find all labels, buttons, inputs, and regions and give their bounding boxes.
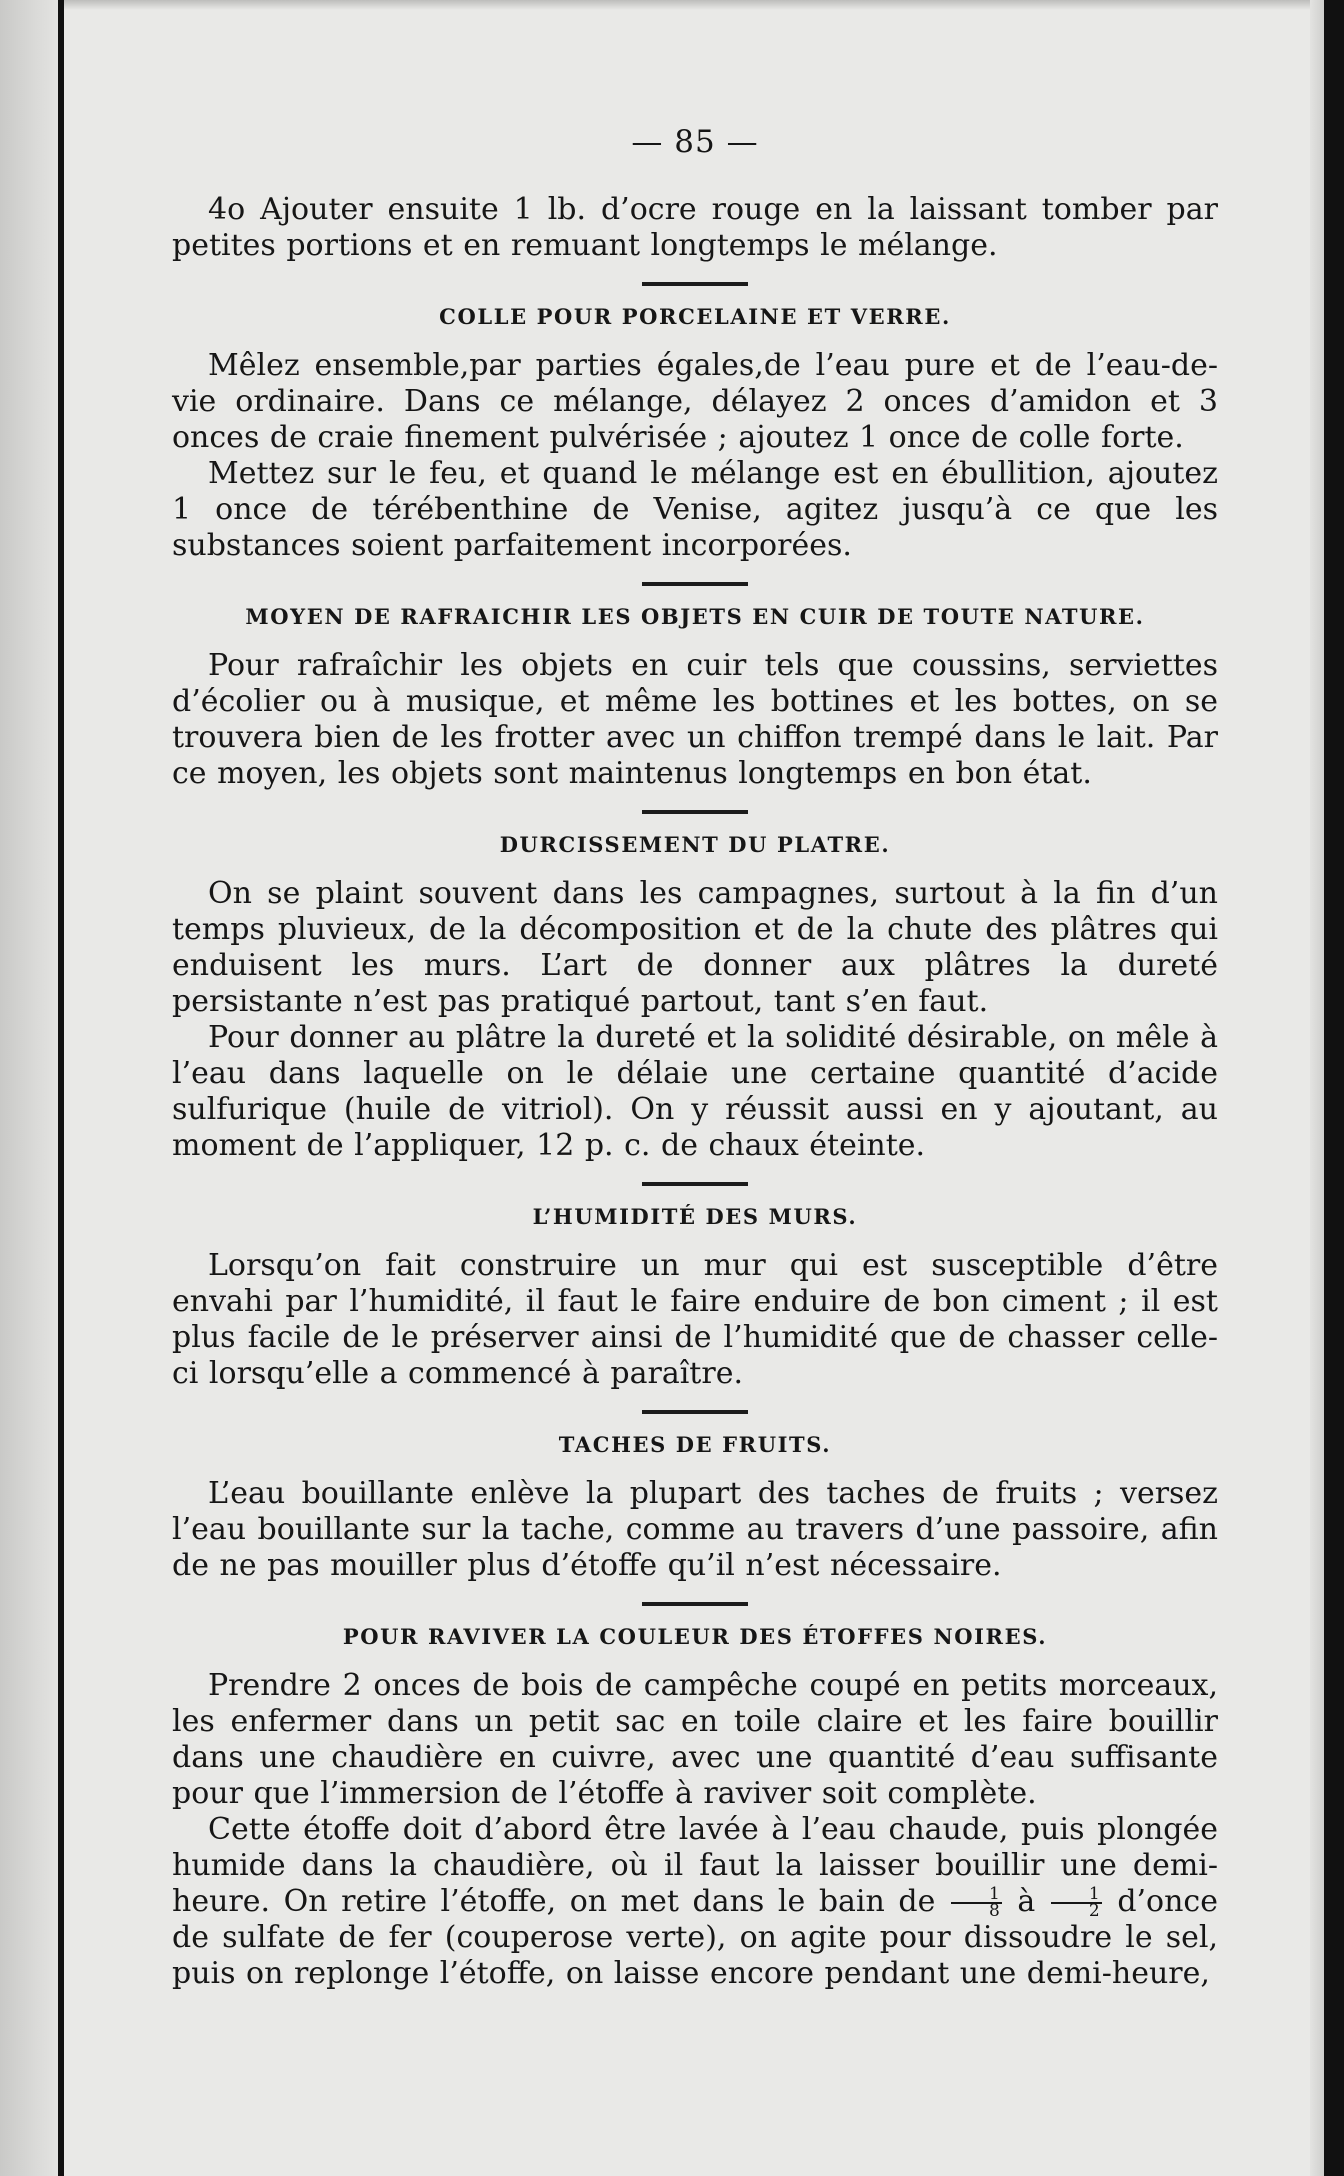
section-heading: L’HUMIDITÉ DES MURS. [532,1204,858,1229]
fraction-numerator: 1 [1051,1887,1102,1904]
section-paragraph: Pour donner au plâtre la dureté et la solidité désirable, on mêle à l’eau dans laquelle on le délaie une certaine quantité d’acide sulfurique (huile de vitriol). On y réussit aussi en y ajoutant, au moment de l’appliquer, 12 p. c. de chaux éteinte. [172,1020,1218,1163]
fraction-one-half [1051,1884,1102,1921]
section-divider [642,1602,748,1606]
right-scan-border [1324,0,1344,2176]
fraction-denominator: 8 [988,1901,1000,1921]
section-divider [642,1182,748,1186]
section-heading: POUR RAVIVER LA COULEUR DES ÉTOFFES NOIRES. [342,1624,1048,1649]
right-page-curl [1310,0,1324,2176]
paragraph-text: à [1017,1884,1036,1919]
section-paragraph: Mêlez ensemble,par parties égales,de l’eau pure et de l’eau-de-vie ordinaire. Dans ce mélange, délayez 2 onces d’amidon et 3 onces de craie finement pulvérisée ; ajoutez 1 once de colle forte. [172,348,1218,455]
section-divider [642,582,748,586]
section-heading: MOYEN DE RAFRAICHIR LES OBJETS EN CUIR DE TOUTE NATURE. [245,604,1145,629]
page-top-shadow [0,0,1344,10]
section-heading: DURCISSEMENT DU PLATRE. [499,832,891,857]
section-paragraph: Mettez sur le feu, et quand le mélange est en ébullition, ajoutez 1 once de térébenthine de Venise, agitez jusqu’à ce que les substances soient parfaitement incorporées. [172,456,1218,563]
binding-shadow-line [58,0,64,2176]
section-paragraph-with-fractions [172,1812,1218,1992]
fraction-denominator: 2 [1088,1901,1100,1921]
section-paragraph: Pour rafraîchir les objets en cuir tels que coussins, serviettes d’écolier ou à musique, et même les bottines et les bottes, on se trouvera bien de les frotter avec un chiffon trempé dans le lait. Par ce moyen, les objets sont maintenus longtemps en bon état. [172,648,1218,791]
paragraph-text: d’once de sulfate de fer (couperose verte), on agite pour dissoudre le sel, puis on replonge l’étoffe, on laisse encore pendant une demi-heure, [172,1884,1218,1991]
section-paragraph: Prendre 2 onces de bois de campêche coupé en petits morceaux, les enfermer dans un petit sac en toile claire et les faire bouillir dans une chaudière en cuivre, avec une quantité d’eau suffisante pour que l’immersion de l’étoffe à raviver soit complète. [172,1668,1218,1811]
section-divider [642,1410,748,1414]
section-heading: COLLE POUR PORCELAINE ET VERRE. [439,304,951,329]
section-paragraph: On se plaint souvent dans les campagnes, surtout à la fin d’un temps pluvieux, de la décomposition et de la chute des plâtres qui enduisent les murs. L’art de donner aux plâtres la dureté persistante n’est pas pratiqué partout, tant s’en faut. [172,876,1218,1019]
section-heading: TACHES DE FRUITS. [558,1432,832,1457]
section-paragraph: Lorsqu’on fait construire un mur qui est susceptible d’être envahi par l’humidité, il faut le faire enduire de bon ciment ; il est plus facile de le préserver ainsi de l’humidité que de chasser celle-ci lorsqu’elle a commencé à paraître. [172,1248,1218,1391]
section-divider [642,282,748,286]
intro-paragraph: 4o Ajouter ensuite 1 lb. d’ocre rouge en la laissant tomber par petites portions et en remuant longtemps le mélange. [172,192,1218,263]
paragraph-text: Cette étoffe doit d’abord être lavée à l’eau chaude, puis plongée humide dans la chaudière, où il faut la laisser bouillir une demi-heure. On retire l’étoffe, on met dans le bain de [172,1812,1218,1919]
page-number: — 85 — [631,124,759,160]
section-paragraph: L’eau bouillante enlève la plupart des taches de fruits ; versez l’eau bouillante sur la tache, comme au travers d’une passoire, afin de ne pas mouiller plus d’étoffe qu’il n’est nécessaire. [172,1476,1218,1583]
book-page [172,124,1218,1992]
fraction-one-eighth [951,1884,1002,1921]
binding-gutter [0,0,58,2176]
fraction-numerator: 1 [951,1887,1002,1904]
section-divider [642,810,748,814]
